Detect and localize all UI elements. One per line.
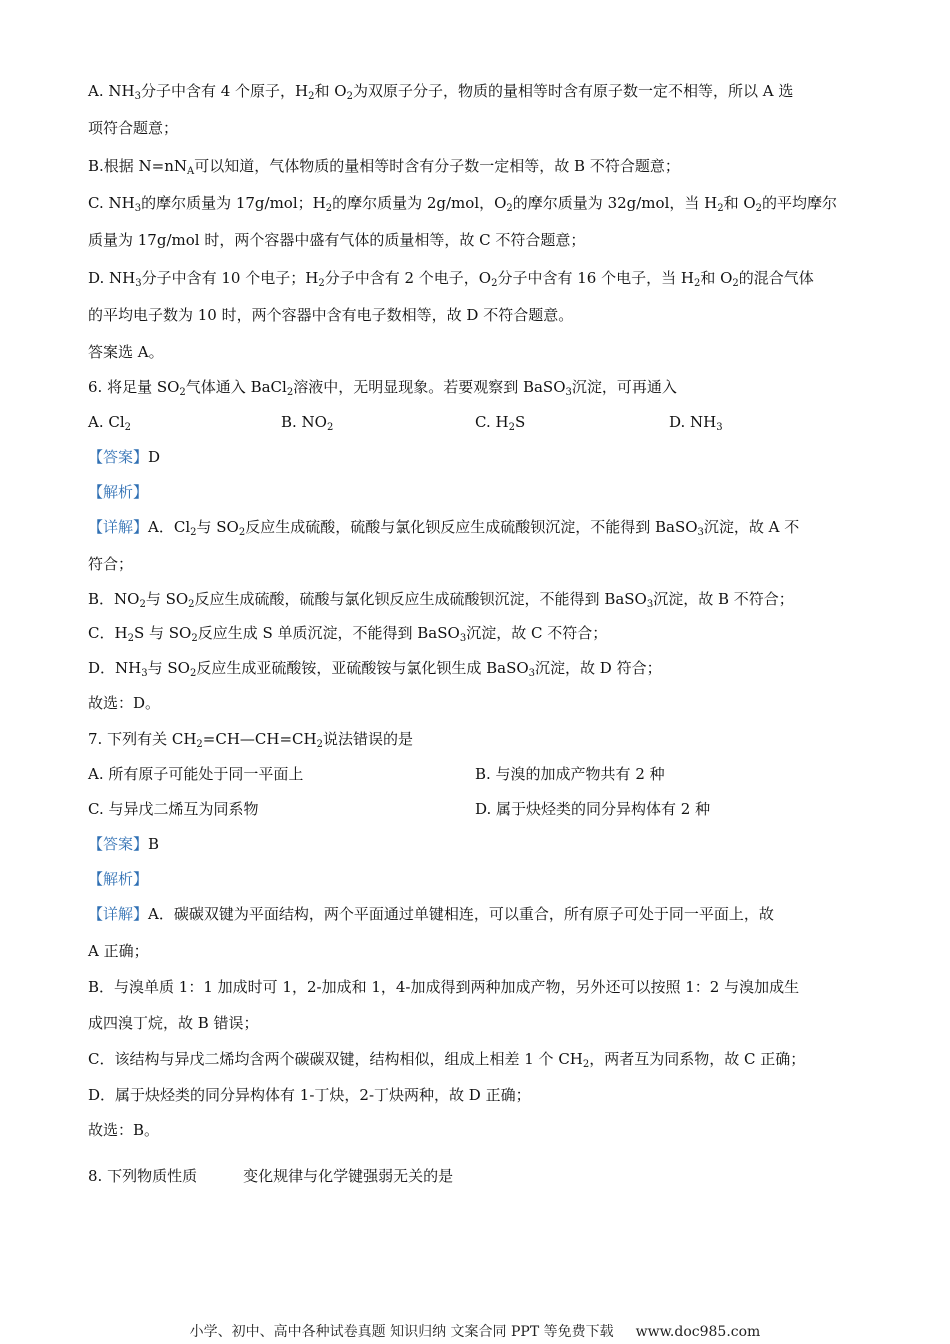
q5-option-a-line1: A. $NH_3$分子中含有 4 个原子，$H_2$和 $O_2$为双原子分子，物质的量相等时含有原子数一定不相等，所以 A 选 [88,82,794,102]
footer-url[interactable]: www.doc985.com [635,1324,761,1340]
q6-detail-a-line1: 【详解】A．$Cl_2$与 $SO_2$反应生成硫酸，硫酸与氯化钡反应生成硫酸钡沉淀，不能得到 BaSO$_3$沉淀，故 A 不 [88,518,800,538]
q7-option-c: C. 与异戊二烯互为同系物 [88,800,259,818]
q7-option-b: B. 与溴的加成产物共有 2 种 [475,765,665,783]
q8-stem: 8. 下列物质性质 变化规律与化学键强弱无关的是 [88,1167,454,1185]
detail-tag: 【详解】 [88,518,149,536]
answer-tag: 【答案】 [88,835,149,853]
answer-tag: 【答案】 [88,448,149,466]
footer-text: 小学、初中、高中各种试卷真题 知识归纳 文案合同 PPT 等免费下载 [189,1324,614,1340]
q6-option-d: D. $NH_3$ [669,413,723,433]
q5-option-c-line1: C. $NH_3$的摩尔质量为 17g/mol；$H_2$的摩尔质量为 2g/mol，$O_2$的摩尔质量为 32g/mol，当 $H_2$和 $O_2$的平均摩尔 [88,194,838,214]
q5-answer: 答案选 A。 [88,343,164,361]
page-footer [0,1323,950,1341]
q6-conclusion: 故选：D。 [88,694,161,712]
q5-option-c-line2: 质量为 17g/mol 时，两个容器中盛有气体的质量相等，故 C 不符合题意； [88,231,586,249]
q7-detail-d: D．属于炔烃类的同分异构体有 1-丁炔，2-丁炔两种，故 D 正确； [88,1086,531,1104]
q7-option-d: D. 属于炔烃类的同分异构体有 2 种 [475,800,711,818]
q6-option-b: B. $NO_2$ [281,413,334,433]
q7-answer: 【答案】B [88,835,160,853]
q6-detail-d: D．$NH_3$与 $SO_2$反应生成亚硫酸铵，亚硫酸铵与氯化钡生成 BaSO$_3$沉淀，故 D 符合； [88,659,662,679]
q7-conclusion: 故选：B。 [88,1121,160,1139]
q7-detail-a-line1: 【详解】A．碳碳双键为平面结构，两个平面通过单键相连，可以重合，所有原子可处于同一平面上，故 [88,905,774,923]
q7-detail-b-line1: B．与溴单质 1：1 加成时可 1，2-加成和 1，4-加成得到两种加成产物，另外还可以按照 1：2 与溴加成生 [88,978,800,996]
q7-analysis-heading [88,869,148,889]
q6-detail-b: B．$NO_2$与 $SO_2$反应生成硫酸，硫酸与氯化钡反应生成硫酸钡沉淀，不能得到 BaSO$_3$沉淀，故 B 不符合； [88,590,794,610]
q5-option-d-line1: D. $NH_3$分子中含有 10 个电子；$H_2$分子中含有 2 个电子，$O_2$分子中含有 16 个电子，当 $H_2$和 $O_2$的混合气体 [88,269,814,289]
q7-detail-c: C．该结构与异戊二烯均含两个碳碳双键，结构相似，组成上相差 1 个 $CH_2$，两者互为同系物，故 C 正确； [88,1050,806,1070]
q7-option-a: A. 所有原子可能处于同一平面上 [88,765,304,783]
q5-option-a-line2: 项符合题意； [88,119,179,137]
q6-detail-a-line2: 符合； [88,555,134,573]
analysis-tag: 【解析】 [88,870,149,888]
q6-stem: 6. 将足量 $SO_2$气体通入 BaCl$_2$溶液中，无明显现象。若要观察到 BaSO$_3$沉淀，可再通入 [88,378,677,398]
q6-option-a: A. $Cl_2$ [88,413,132,433]
q5-option-b-line: B.根据 $N=nN_A$可以知道，气体物质的量相等时含有分子数一定相等，故 B 不符合题意； [88,157,680,177]
q6-analysis-heading [88,482,148,502]
q6-option-c: C. $H_2S$ [475,413,526,433]
q7-detail-a-line2: A 正确； [88,942,149,960]
q6-detail-c: C．$H_2S$ 与 $SO_2$反应生成 S 单质沉淀，不能得到 BaSO$_3$沉淀，故 C 不符合； [88,624,608,644]
analysis-tag: 【解析】 [88,483,149,501]
q6-answer: 【答案】D [88,448,161,466]
detail-tag: 【详解】 [88,905,149,923]
q7-detail-b-line2: 成四溴丁烷，故 B 错误； [88,1014,259,1032]
q7-stem: 7. 下列有关 $CH_2=CH—CH=CH_2$说法错误的是 [88,730,413,750]
q5-option-d-line2: 的平均电子数为 10 时，两个容器中含有电子数相等，故 D 不符合题意。 [88,306,574,324]
